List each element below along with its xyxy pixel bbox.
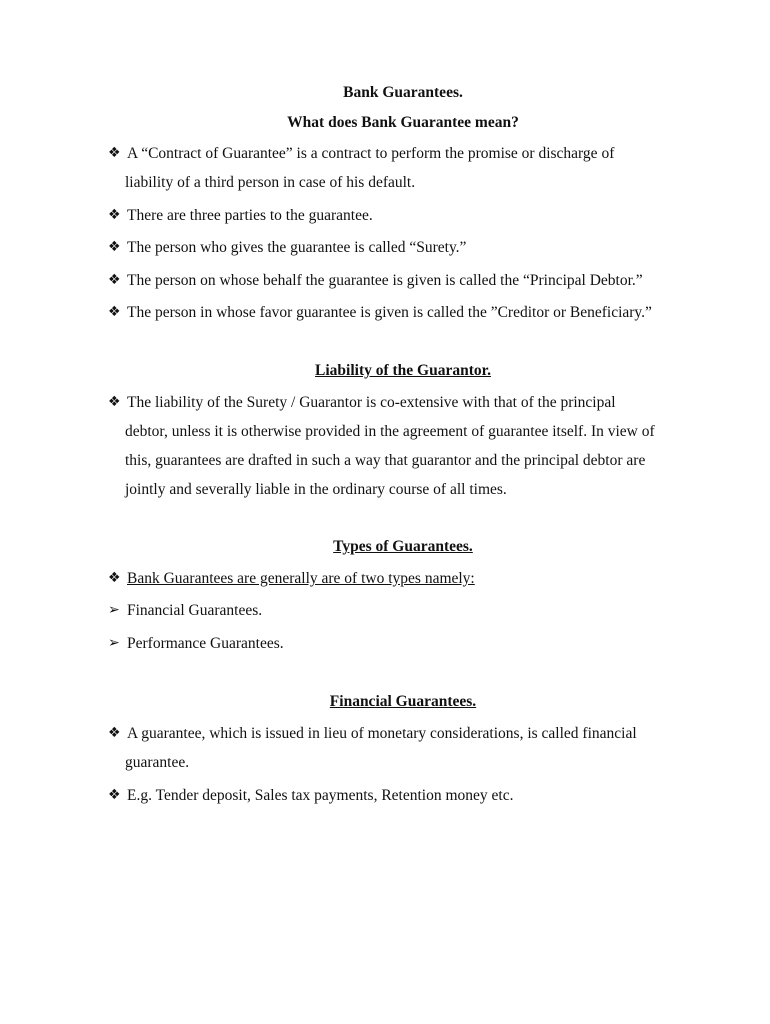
list-item [108, 719, 708, 777]
arrow-bullet-icon: ➢ [108, 635, 120, 651]
diamond-bullet-icon: ❖ [108, 570, 121, 586]
list-item [108, 596, 708, 625]
item-text: Performance Guarantees. [127, 635, 284, 652]
section-heading-liability: Liability of the Guarantor. [315, 362, 491, 379]
item-text: The liability of the Surety / Guarantor is co-extensive with that of the principal [127, 394, 616, 411]
list-item [108, 629, 708, 658]
item-text: There are three parties to the guarantee. [127, 207, 373, 224]
diamond-bullet-icon: ❖ [108, 787, 121, 803]
item-text-cont: jointly and severally liable in the ordinary course of all times. [125, 481, 507, 498]
diamond-bullet-icon: ❖ [108, 725, 121, 741]
diamond-bullet-icon: ❖ [108, 239, 121, 255]
item-text: The person who gives the guarantee is called “Surety.” [127, 239, 467, 256]
list-item [108, 298, 708, 327]
list-item [108, 781, 708, 810]
list-item [108, 139, 708, 197]
diamond-bullet-icon: ❖ [108, 207, 121, 223]
item-text-cont: this, guarantees are drafted in such a way that guarantor and the principal debtor are [125, 452, 646, 469]
list-item [108, 266, 708, 295]
item-text: The person in whose favor guarantee is given is called the ”Creditor or Beneficiary.” [127, 304, 652, 321]
section-heading-what-is: What does Bank Guarantee mean? [287, 114, 519, 131]
list-item [108, 233, 708, 262]
diamond-bullet-icon: ❖ [108, 145, 121, 161]
diamond-bullet-icon: ❖ [108, 394, 121, 410]
diamond-bullet-icon: ❖ [108, 272, 121, 288]
item-text: E.g. Tender deposit, Sales tax payments, Retention money etc. [127, 787, 514, 804]
doc-title: Bank Guarantees. [343, 84, 463, 101]
item-text-cont: debtor, unless it is otherwise provided in the agreement of guarantee itself. In view of [125, 423, 655, 440]
list-item [108, 564, 708, 593]
diamond-bullet-icon: ❖ [108, 304, 121, 320]
list-item [108, 388, 708, 504]
section-heading-financial: Financial Guarantees. [329, 693, 477, 710]
item-text: Bank Guarantees are generally are of two types namely: [127, 570, 475, 587]
item-text-cont: liability of a third person in case of his default. [125, 174, 416, 191]
item-text-cont: guarantee. [125, 754, 190, 771]
item-text: Financial Guarantees. [127, 602, 263, 619]
section-heading-types: Types of Guarantees. [333, 538, 473, 555]
arrow-bullet-icon: ➢ [108, 602, 120, 618]
item-text: The person on whose behalf the guarantee is given is called the “Principal Debtor.” [127, 272, 643, 289]
list-item [108, 201, 708, 230]
item-text: A “Contract of Guarantee” is a contract to perform the promise or discharge of [127, 145, 615, 162]
item-text: A guarantee, which is issued in lieu of monetary considerations, is called financial [127, 725, 637, 742]
